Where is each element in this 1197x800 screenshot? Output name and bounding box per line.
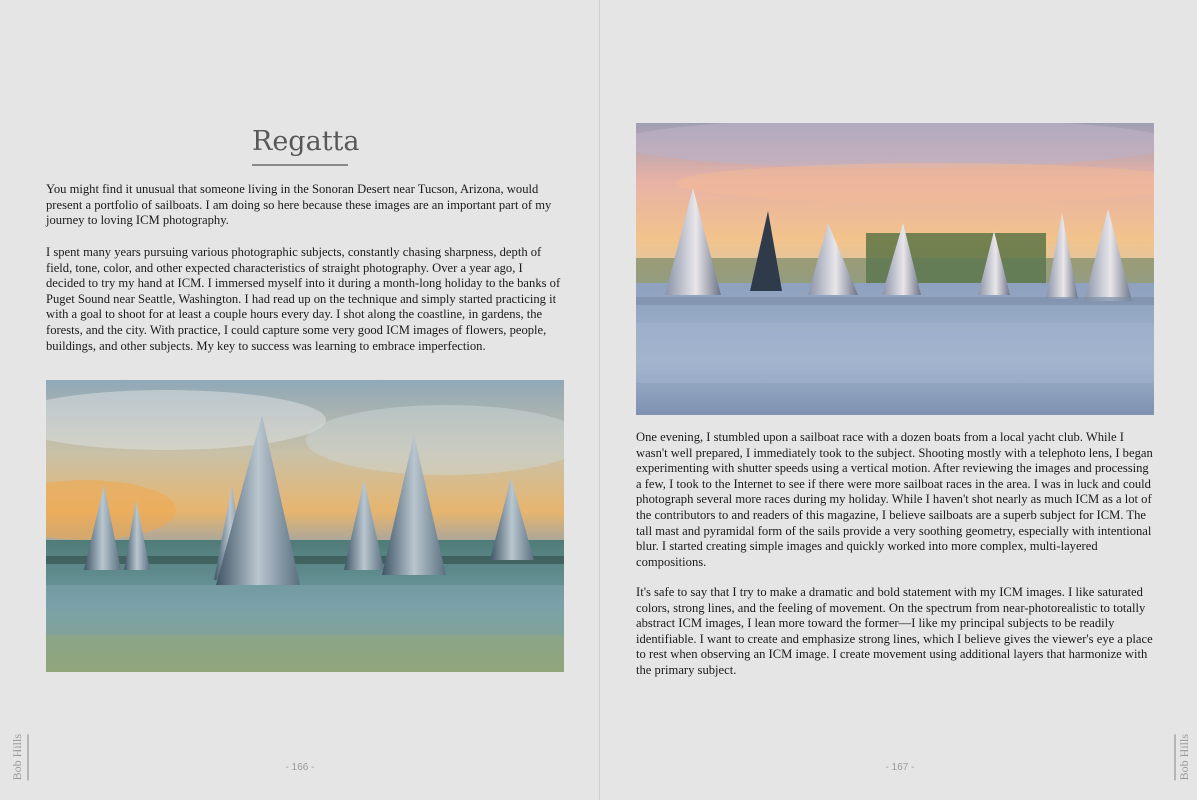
page-number: - 166 -: [285, 762, 315, 773]
author-credit: Bob Hills: [1174, 734, 1193, 780]
body-paragraph-2: One evening, I stumbled upon a sailboat race with a dozen boats from a local yacht club. While I wasn't well prepared, I immediately took to the subject. Shooting mostly with a telephoto lens, I began experimenting with shutter speeds using a vertical motion. After reviewing the images and processing a few, I took to the Internet to see if there were more sailboat races in the area. I was in luck and could photograph several more races during my holiday. While I haven't shot nearly as much ICM as a lot of the contributors to and readers of this magazine, I believe sailboats are a superb subject for ICM. The tall mast and pyramidal form of the sails provide a very soothing geometry, especially with intentional blur. I started creating simple images and quickly worked into more complex, multi-layered compositions.: [636, 430, 1153, 569]
right-page: [600, 0, 1197, 800]
intro-paragraph: You might find it unusual that someone living in the Sonoran Desert near Tucson, Arizona, would present a portfolio of sailboats. I am doing so here because these images are an important part of my journey to loving ICM photography.: [46, 182, 552, 228]
author-credit: Bob Hills: [10, 734, 29, 780]
sailboat-photo-right: [636, 123, 1154, 415]
page-number: - 167 -: [885, 762, 915, 773]
article-title: Regatta: [252, 124, 348, 166]
body-paragraph-1: I spent many years pursuing various photographic subjects, constantly chasing sharpness, depth of field, tone, color, and other expected characteristics of straight photography. Over a year ago, I decided to try my hand at ICM. I immersed myself into it during a month-long holiday to the banks of Puget Sound near Seattle, Washington. I had read up on the technique and simply started practicing it with a goal to shoot for at least a couple hours every day. I shot along the coastline, in gardens, the forests, and the city. With practice, I could capture some very good ICM images of flowers, people, buildings, and other subjects. My key to success was learning to embrace imperfection.: [46, 245, 561, 353]
sailboat-photo-left: [46, 380, 564, 672]
body-paragraph-3: It's safe to say that I try to make a dramatic and bold statement with my ICM images. I like saturated colors, strong lines, and the feeling of movement. On the spectrum from near-photorealistic to totally abstract ICM images, I lean more toward the former—I like my principal subjects to be readily identifiable. I want to create and emphasize strong lines, which I believe gives the viewer's eye a place to rest when observing an ICM image. I create movement using additional layers that harmonize with the primary subject.: [636, 585, 1153, 677]
